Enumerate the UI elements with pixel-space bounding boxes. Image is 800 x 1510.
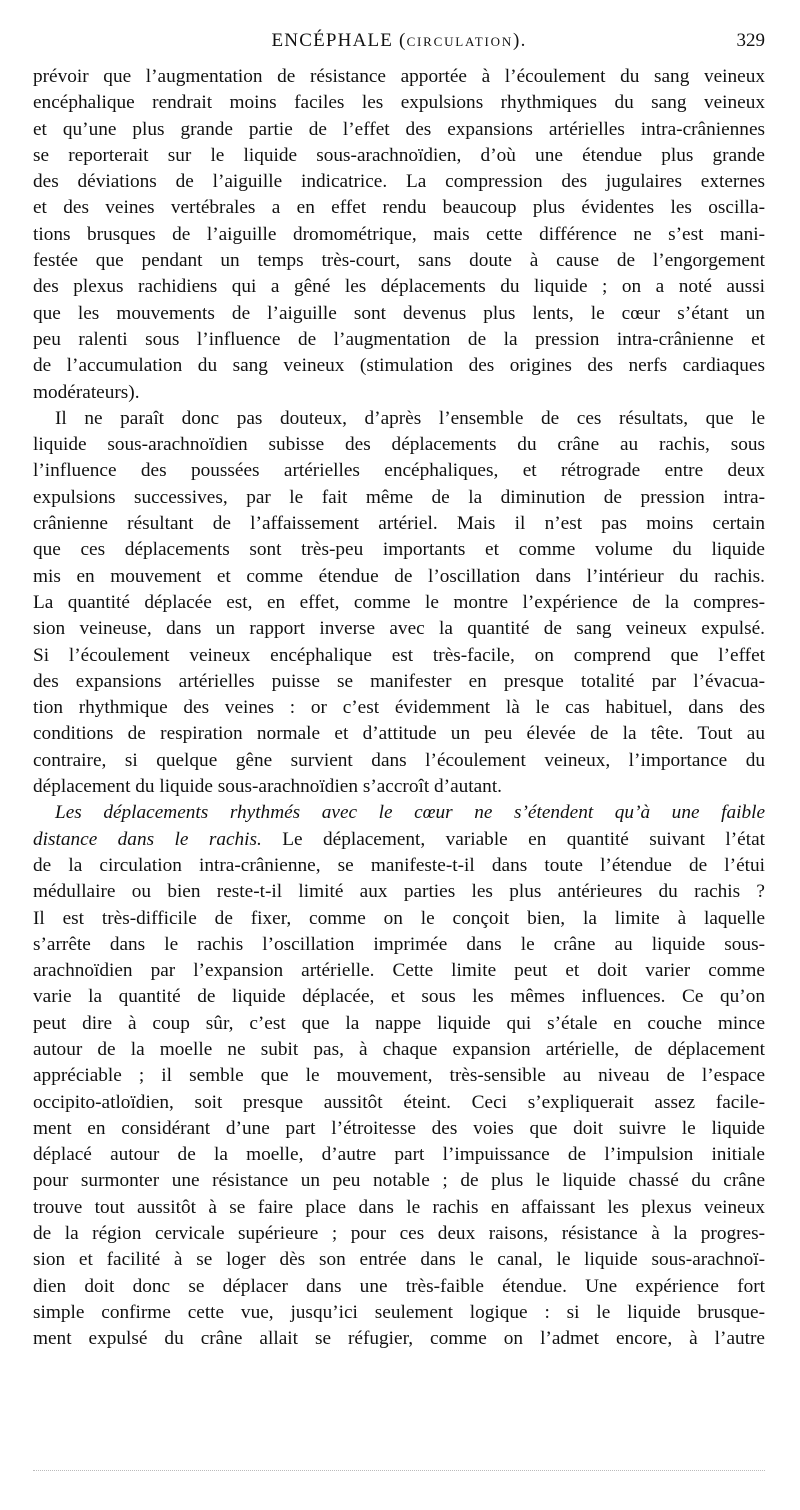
running-title-end: ). — [513, 30, 527, 51]
text-line: simple confirme cette vue, jusqu’ici seulement logique : si le liquide brusque- — [33, 1301, 765, 1323]
text-line: ment en considérant d’une part l’étroitesse des voies que doit suivre le liquide — [33, 1117, 765, 1139]
text-line: des déviations de l’aiguille indicatrice. La compression des jugulaires externes — [33, 171, 765, 193]
text-line: ment expulsé du crâne allait se réfugier, comme on l’admet encore, à l’autre — [33, 1328, 765, 1350]
text-line: tions brusques de l’aiguille dromométrique, mais cette différence ne s’est mani- — [33, 223, 765, 245]
text-line: festée que pendant un temps très-court, sans doute à cause de l’engorgement — [33, 250, 765, 272]
text-line — [33, 800, 765, 826]
running-title-small-caps: CIRCULATION — [406, 34, 514, 49]
text-line: se reporterait sur le liquide sous-arachnoïdien, d’où une étendue plus grande — [33, 144, 765, 166]
text-line: de l’accumulation du sang veineux (stimulation des origines des nerfs cardiaques — [33, 355, 765, 377]
text-line: modérateurs). — [33, 381, 140, 403]
page-number: 329 — [736, 30, 765, 51]
text-line: prévoir que l’augmentation de résistance apportée à l’écoulement du sang veineux — [33, 66, 765, 87]
text-line: déplacement du liquide sous-arachnoïdien s’accroît d’autant. — [33, 776, 503, 798]
text-line: s’arrête dans le rachis l’oscillation imprimée dans le crâne au liquide sous- — [33, 933, 765, 955]
text-line: Il est très-difficile de fixer, comme on le conçoit bien, la limite à laquelle — [33, 907, 765, 929]
text-line: pour surmonter une résistance un peu notable ; de plus le liquide chassé du crâne — [33, 1170, 765, 1192]
text-line: contraire, si quelque gêne survient dans l’écoulement veineux, l’importance du — [33, 749, 765, 771]
text-line: liquide sous-arachnoïdien subisse des déplacements du crâne au rachis, sous — [33, 434, 765, 456]
text-line: appréciable ; il semble que le mouvement, très-sensible au niveau de l’espace — [33, 1065, 765, 1087]
text-line: peu ralenti sous l’influence de l’augmentation de la pression intra-crânienne et — [33, 328, 765, 350]
text-line: de la région cervicale supérieure ; pour ces deux raisons, résistance à la progres- — [33, 1223, 765, 1245]
text-line: mis en mouvement et comme étendue de l’oscillation dans l’intérieur du rachis. — [33, 565, 765, 587]
text-line: et des veines vertébrales a en effet rendu beaucoup plus évidentes les oscilla- — [33, 197, 765, 219]
text-line: expulsions successives, par le fait même de la diminution de pression intra- — [33, 486, 765, 508]
text-line: trouve tout aussitôt à se faire place dans le rachis en affaissant les plexus veineux — [33, 1196, 765, 1218]
text-line: arachnoïdien par l’expansion artérielle. Cette limite peut et doit varier comme — [33, 960, 765, 982]
text-line: conditions de respiration normale et d’attitude un peu élevée de la tête. Tout au — [33, 723, 765, 745]
text-run: Le déplacement, variable en quantité suivant l’état — [261, 828, 765, 850]
text-line: et qu’une plus grande partie de l’effet des expansions artérielles intra-crâniennes — [33, 118, 765, 140]
running-title-main: ENCÉPHALE ( — [271, 30, 407, 51]
paragraph-2 — [33, 406, 765, 800]
running-head — [33, 30, 765, 60]
text-line: dien doit donc se déplacer dans une très-faible étendue. Une expérience fort — [33, 1275, 765, 1297]
text-line: des plexus rachidiens qui a gêné les déplacements du liquide ; on a noté aussi — [33, 276, 765, 298]
text-line: crânienne résultant de l’affaissement artériel. Mais il n’est pas moins certain — [33, 513, 765, 535]
text-line: que ces déplacements sont très-peu importants et comme volume du liquide — [33, 539, 765, 561]
italic-heading: Les déplacements rhythmés avec le cœur ne s’étendent qu’à une faible — [55, 802, 765, 824]
text-line: l’influence des poussées artérielles encéphaliques, et rétrograde entre deux — [33, 460, 765, 482]
paragraph-1 — [33, 64, 765, 406]
text-line: autour de la moelle ne subit pas, à chaque expansion artérielle, de déplacement — [33, 1038, 765, 1060]
text-line: Si l’écoulement veineux encéphalique est très-facile, on comprend que l’effet — [33, 644, 765, 666]
text-line: de la circulation intra-crânienne, se manifeste-t-il dans toute l’étendue de l’étui — [33, 854, 765, 876]
page-bottom-dots — [33, 1470, 765, 1471]
text-line: Il ne paraît donc pas douteux, d’après l’ensemble de ces résultats, que le — [55, 407, 765, 429]
text-line: varie la quantité de liquide déplacée, et sous les mêmes influences. Ce qu’on — [33, 986, 765, 1008]
paragraph-3 — [33, 800, 765, 1352]
body-text — [33, 64, 765, 1353]
text-line: que les mouvements de l’aiguille sont devenus plus lents, le cœur s’étant un — [33, 302, 765, 324]
text-line: médullaire ou bien reste-t-il limité aux parties les plus antérieures du rachis ? — [33, 881, 765, 903]
text-line: occipito-atloïdien, soit presque aussitôt éteint. Ceci s’expliquerait assez facile- — [33, 1091, 765, 1113]
running-title — [33, 30, 765, 52]
text-line: peut dire à coup sûr, c’est que la nappe liquide qui s’étale en couche mince — [33, 1012, 765, 1034]
text-line: sion veineuse, dans un rapport inverse avec la quantité de sang veineux expulsé. — [33, 618, 765, 640]
text-line: sion et facilité à se loger dès son entrée dans le canal, le liquide sous-arachnoï- — [33, 1249, 765, 1271]
italic-heading-tail: distance dans le rachis. — [33, 828, 262, 850]
text-line: La quantité déplacée est, en effet, comme le montre l’expérience de la compres- — [33, 591, 765, 613]
text-line: encéphalique rendrait moins faciles les expulsions rhythmiques du sang veineux — [33, 92, 765, 114]
text-line: des expansions artérielles puisse se manifester en presque totalité par l’évacua- — [33, 670, 765, 692]
text-line: tion rhythmique des veines : or c’est évidemment là le cas habituel, dans des — [33, 697, 765, 719]
text-line — [33, 827, 765, 853]
text-line: déplacé autour de la moelle, d’autre part l’impuissance de l’impulsion initiale — [33, 1144, 765, 1166]
